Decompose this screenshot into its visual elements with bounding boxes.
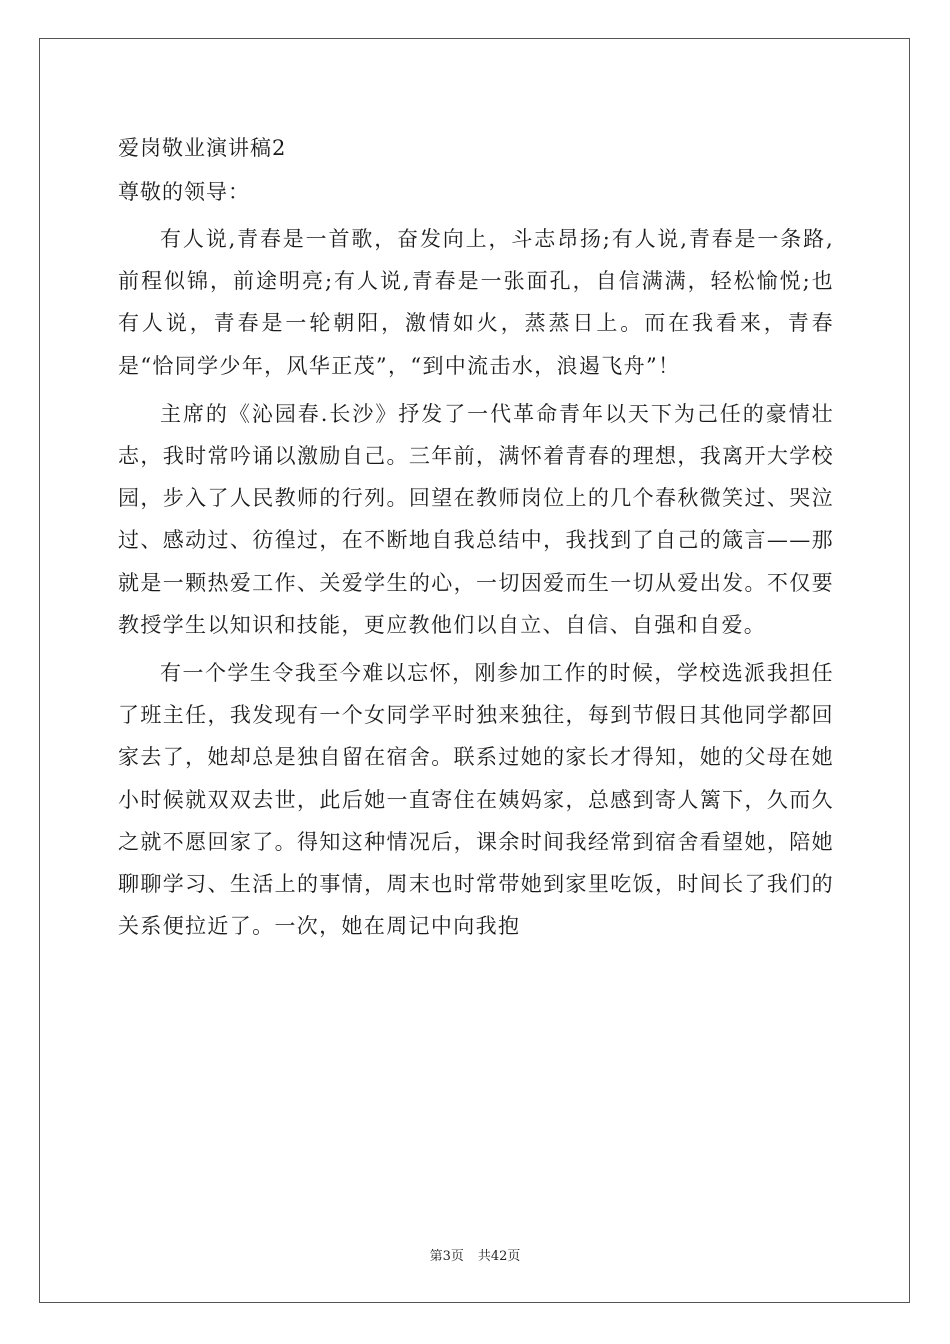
page-total: 共42页	[477, 1249, 521, 1264]
page-number: 第3页	[429, 1249, 464, 1264]
paragraph-3: 有一个学生令我至今难以忘怀，刚参加工作的时候，学校选派我担任了班主任，我发现有一个女同学平时独来独往，每到节假日其他同学都回家去了，她却总是独自留在宿舍。联系过她的家长才得知，她的父母在她小时候就双双去世，此后她一直寄住在姨妈家，总感到寄人篱下，久而久之就不愿回家了。得知这种情况后，课余时间我经常到宿舍看望她，陪她聊聊学习、生活上的事情，周末也时常带她到家里吃饭，时间长了我们的关系便拉近了。一次，她在周记中向我抱	[118, 661, 834, 939]
paragraph-1: 有人说,青春是一首歌，奋发向上，斗志昂扬;有人说,青春是一条路,前程似锦，前途明亮;有人说,青春是一张面孔，自信满满，轻松愉悦;也有人说，青春是一轮朝阳，激情如火，蒸蒸日上。而在我看来，青春是“恰同学少年，风华正茂”，“到中流击水，浪遏飞舟”！	[118, 227, 834, 378]
document-body	[118, 128, 834, 953]
salutation: 尊敬的领导：	[118, 180, 250, 204]
document-title: 爱岗敬业演讲稿2	[118, 136, 287, 160]
page-footer	[0, 1245, 950, 1264]
paragraph-2: 主席的《沁园春.长沙》抒发了一代革命青年以天下为己任的豪情壮志，我时常吟诵以激励自己。三年前，满怀着青春的理想，我离开大学校园，步入了人民教师的行列。回望在教师岗位上的几个春秋微笑过、哭泣过、感动过、彷徨过，在不断地自我总结中，我找到了自己的箴言——那就是一颗热爱工作、关爱学生的心，一切因爱而生一切从爱出发。不仅要教授学生以知识和技能，更应教他们以自立、自信、自强和自爱。	[118, 401, 834, 637]
